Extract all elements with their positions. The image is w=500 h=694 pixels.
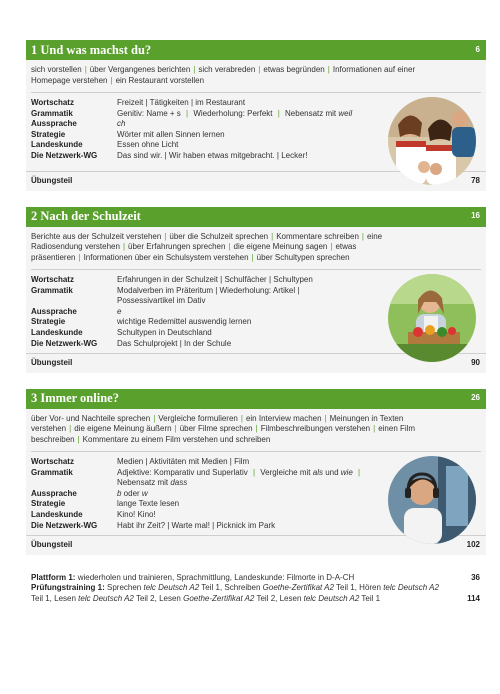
topic: über Schultypen sprechen [256, 252, 350, 262]
row-value: Possessivartikel im Dativ [117, 296, 206, 306]
unit-2-page: 16 [471, 211, 480, 221]
topic: über Filme sprechen [179, 424, 253, 434]
row-value: Das Schulprojekt | In der Schule [117, 338, 232, 348]
unit-2-topics: Berichte aus der Schulzeit verstehen | über die Schulzeit sprechen | Kommentare schreiben | eine Radiosendung verstehen | über Erfahrungen sprechen | die eigene Meinung sagen | etwas präsentieren | Informationen über ein Schulsystem verstehen | über Schultypen sprechen [31, 231, 383, 262]
unit-1-topics: sich vorstellen | über Vergangenes berichten | sich verabreden | etwas begründen | Informationen auf einer Homepage verstehen | ein Restaurant vorstellen [31, 65, 416, 85]
row-label: Landeskunde [31, 140, 83, 150]
row-label: Die Netzwerk-WG [31, 520, 98, 530]
topic: über Vor- und Nachteile sprechen [31, 413, 151, 423]
topic: die eigene Meinung sagen [233, 242, 328, 252]
row-value: Erfahrungen in der Schulzeit | Schulfächer | Schultypen [117, 275, 313, 285]
row-label: Wortschatz [31, 275, 74, 285]
exercise-label: Übungsteil [31, 358, 73, 368]
plattform-label: Plattform 1: [31, 572, 76, 582]
unit-3-title: 3 Immer online? [31, 391, 119, 406]
topic: einen Film [378, 424, 416, 434]
plattform-entry[interactable] [31, 573, 480, 584]
exercise-label: Übungsteil [31, 176, 73, 186]
row-label: Wortschatz [31, 98, 74, 108]
row-label: Grammatik [31, 108, 73, 118]
row-label: Aussprache [31, 306, 77, 316]
topic: präsentieren [31, 252, 76, 262]
row-value: Wörter mit allen Sinnen lernen [117, 129, 225, 139]
row-label: Wortschatz [31, 457, 74, 467]
row-value: ch [117, 119, 126, 129]
plattform-text: wiederholen und trainieren, Sprachmittlung, Landeskunde: Filmorte in D-A-CH [77, 572, 355, 582]
topic: Kommentare zu einem Film verstehen und schreiben [82, 434, 271, 444]
row-value: Das sind wir. | Wir haben etwas mitgebracht. | Lecker! [117, 150, 308, 160]
row-value: wichtige Redemittel auswendig lernen [117, 317, 252, 327]
topic: Informationen über ein Schulsystem verstehen [83, 252, 249, 262]
topic: Informationen auf einer [332, 65, 416, 74]
unit-3-page: 26 [471, 393, 480, 403]
topic: sich vorstellen [31, 65, 82, 74]
topic: über Vergangenes berichten [89, 65, 191, 74]
row-label: Strategie [31, 317, 66, 327]
extra-sections [26, 571, 486, 605]
topic: über Erfahrungen sprechen [128, 242, 226, 252]
row-value: Freizeit | Tätigkeiten | im Restaurant [117, 98, 246, 108]
topic: eine [366, 231, 383, 241]
topic: ein Interview machen [245, 413, 322, 423]
exercise-page: 90 [471, 358, 480, 368]
topic: Homepage verstehen [31, 75, 108, 85]
exercise-label: Übungsteil [31, 540, 73, 550]
topic: verstehen [31, 424, 67, 434]
row-value: Kino! Kino! [117, 510, 156, 520]
topic: Kommentare schreiben [276, 231, 359, 241]
row-label: Strategie [31, 499, 66, 509]
row-label: Die Netzwerk-WG [31, 150, 98, 160]
photo-boy-headphones [388, 456, 476, 544]
unit-3-header[interactable] [26, 389, 486, 409]
topic: ein Restaurant vorstellen [115, 75, 205, 85]
row-value: Schultypen in Deutschland [117, 328, 212, 338]
row-label: Landeskunde [31, 510, 83, 520]
exercise-page: 78 [471, 176, 480, 186]
topic: Berichte aus der Schulzeit verstehen [31, 231, 162, 241]
topic: Radiosendung verstehen [31, 242, 120, 252]
unit-1-title: 1 Und was machst du? [31, 42, 152, 57]
row-label [31, 296, 117, 307]
row-value: Modalverben im Präteritum | Wiederholung: Artikel | [117, 285, 300, 295]
pruefung-entry[interactable]: Prüfungstraining 1: Sprechen telc Deutsch A2 Teil 1, Schreiben Goethe-Zertifikat A2 Teil 1, Hören telc Deutsch A2 Teil 1, Lesen telc Deutsch A2 Teil 2, Lesen Goethe-Zertifikat A2 Teil 2, Lesen telc Deutsch A2 Teil 1 114 [31, 583, 480, 603]
photo-woman-vegetables [388, 274, 476, 362]
topic: beschreiben [31, 434, 75, 444]
unit-2-title: 2 Nach der Schulzeit [31, 209, 141, 224]
row-value: Adjektive: Komparativ und Superlativ | Vergleiche mit als und wie | [117, 467, 361, 477]
row-value: e [117, 306, 122, 316]
unit-3-details [26, 452, 486, 535]
unit-1-page: 6 [475, 44, 480, 54]
row-value: Habt ihr Zeit? | Warte mal! | Picknick im Park [117, 520, 276, 530]
row-value: b oder w [117, 488, 148, 498]
topic: Vergleiche formulieren [158, 413, 238, 423]
exercise-page: 102 [466, 540, 480, 550]
row-label: Strategie [31, 129, 66, 139]
topic: etwas [335, 242, 357, 252]
row-value: Medien | Aktivitäten mit Medien | Film [117, 457, 250, 467]
row-value: lange Texte lesen [117, 499, 180, 509]
row-label: Die Netzwerk-WG [31, 338, 98, 348]
unit-2 [26, 207, 486, 373]
photo-friends-sports [388, 97, 476, 185]
topic: sich verabreden [198, 65, 256, 74]
unit-2-header[interactable] [26, 207, 486, 227]
unit-1 [26, 40, 486, 191]
unit-3-topics: über Vor- und Nachteile sprechen | Vergleiche formulieren | ein Interview machen | Meinungen in Texten verstehen | die eigene Meinung äußern | über Filme sprechen | Filmbeschreibungen verstehen | einen Film beschreiben | Kommentare zu einem Film verstehen und schreiben [31, 413, 416, 444]
topic: Filmbeschreibungen verstehen [260, 424, 371, 434]
row-value: Nebensatz mit dass [117, 478, 188, 488]
unit-1-header[interactable] [26, 40, 486, 60]
topic: über die Schulzeit sprechen [169, 231, 269, 241]
topic: etwas begründen [263, 65, 325, 74]
row-label: Landeskunde [31, 328, 83, 338]
pruefung-page: 114 [467, 593, 480, 603]
plattform-page: 36 [471, 572, 480, 582]
row-value: Essen ohne Licht [117, 140, 179, 150]
topic: Meinungen in Texten [329, 413, 404, 423]
pruefung-label: Prüfungstraining 1: [31, 583, 105, 593]
unit-1-details [26, 93, 486, 171]
row-label [31, 478, 117, 489]
row-label: Aussprache [31, 488, 77, 498]
row-label: Grammatik [31, 467, 73, 477]
topic: die eigene Meinung äußern [74, 424, 172, 434]
row-value: Genitiv: Name + s | Wiederholung: Perfekt | Nebensatz mit weil [117, 108, 353, 118]
unit-2-details [26, 270, 486, 353]
unit-3 [26, 389, 486, 555]
row-label: Aussprache [31, 119, 77, 129]
row-label: Grammatik [31, 285, 73, 295]
